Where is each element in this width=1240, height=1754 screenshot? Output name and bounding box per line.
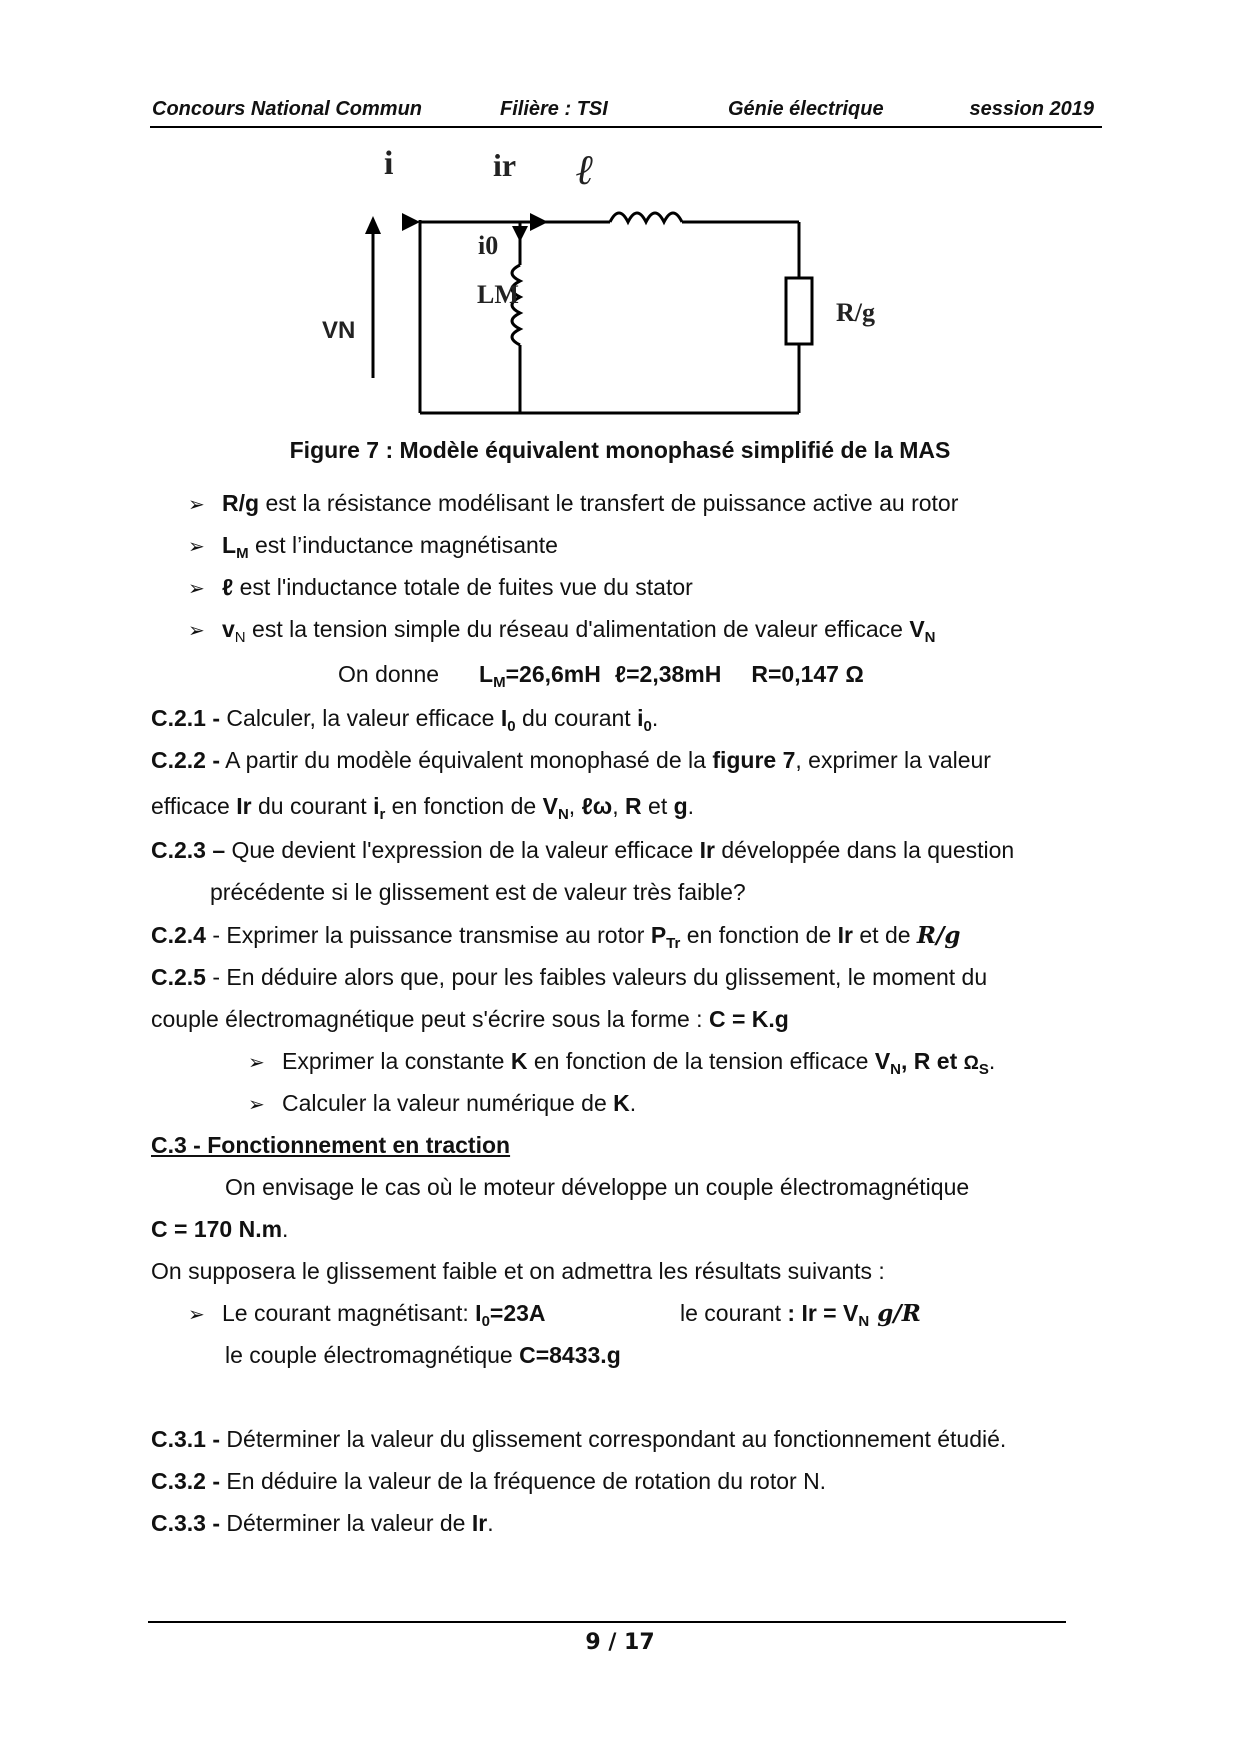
resistor-rg <box>786 278 812 344</box>
result-1-current: le courant : $Ir = V_N$ g/R <box>680 1300 921 1330</box>
ir-arrow-head <box>530 213 548 231</box>
arrow-bullet-icon: ➢ <box>188 494 205 516</box>
result-2: le couple électromagnétique C=8433.g <box>225 1342 621 1368</box>
question-c223-line2: précédente si le glissement est de valeur très faible? <box>210 879 746 905</box>
question-c332: C.3.2 - En déduire la valeur de la fréquence de rotation du rotor N. <box>151 1468 827 1494</box>
i0-arrow-head <box>512 226 528 242</box>
section-p3: On supposera le glissement faible et on admettra les résultats suivants : <box>151 1258 885 1284</box>
section-p1: On envisage le cas où le moteur développe un couple électromagnétique <box>225 1174 970 1200</box>
result-1: ➢ Le courant magnétisant: $I_0=23A$ <box>188 1300 546 1330</box>
arrow-bullet-icon: ➢ <box>188 1304 205 1326</box>
label-i: i <box>384 145 394 182</box>
page-number: 9 / 17 <box>585 1630 655 1655</box>
given-values: On donne $L_M=26,6mH$ ℓ=2,38mH R=0,147 Ω <box>338 661 864 691</box>
label-rg: R/g <box>836 298 875 327</box>
inductor-l <box>610 213 682 222</box>
question-c225-sub1: ➢ Exprimer la constante K en fonction de la tension efficace $V_N$, R et $\Omega_S$. <box>248 1048 996 1078</box>
circuit-diagram <box>322 145 920 430</box>
label-l: ℓ <box>576 148 594 194</box>
arrow-bullet-icon: ➢ <box>248 1094 265 1116</box>
header-contest: Concours National Commun <box>152 98 423 120</box>
question-c333: C.3.3 - Déterminer la valeur de Ir. <box>151 1510 494 1536</box>
question-c221: C.2.1 - Calculer, la valeur efficace $I_0$ du courant $i_0$. <box>151 705 659 735</box>
question-c222-line2: efficace Ir du courant $i_r$ en fonction de $V_N$, ℓω, R et g. <box>151 793 695 823</box>
question-c225-line2: couple électromagnétique peut s'écrire sous la forme : C = K.g <box>151 1006 789 1032</box>
header-session: session 2019 <box>969 98 1094 120</box>
arrow-bullet-icon: ➢ <box>188 620 205 642</box>
section-title-c3: C.3 - Fonctionnement en traction <box>151 1132 511 1158</box>
question-c222: C.2.2 - A partir du modèle équivalent monophasé de la figure 7, exprimer la valeur <box>151 747 991 773</box>
label-vn: VN <box>322 317 356 344</box>
bullet-lm: ➢ $L_M$ est l’inductance magnétisante <box>188 532 558 562</box>
arrow-bullet-icon: ➢ <box>248 1052 265 1074</box>
arrow-bullet-icon: ➢ <box>188 536 205 558</box>
arrow-bullet-icon: ➢ <box>188 578 205 600</box>
section-p2: C = 170 N.m. <box>151 1216 289 1242</box>
vn-arrow-head <box>365 216 381 234</box>
bullet-rg: ➢ R/g est la résistance modélisant le transfert de puissance active au rotor <box>188 489 958 519</box>
page-header <box>150 96 1102 128</box>
bullet-l: ➢ ℓ est l'inductance totale de fuites vue du stator <box>188 573 693 603</box>
header-subject: Génie électrique <box>728 98 884 120</box>
i-arrow-head <box>402 213 420 231</box>
footer-rule <box>148 1621 1066 1623</box>
figure-caption: Figure 7 : Modèle équivalent monophasé simplifié de la MAS <box>289 437 951 463</box>
label-lm: LM <box>477 280 519 309</box>
question-c331: C.3.1 - Déterminer la valeur du glissement correspondant au fonctionnement étudié. <box>151 1426 1007 1452</box>
question-c225: C.2.5 - En déduire alors que, pour les faibles valeurs du glissement, le moment du <box>151 964 988 990</box>
label-i0: i0 <box>478 231 499 260</box>
bullet-vn: ➢ $v_N$ est la tension simple du réseau d'alimentation de valeur efficace $V_N$ <box>188 616 936 646</box>
header-filiere: Filière : TSI <box>500 98 608 120</box>
question-c223: C.2.3 – Que devient l'expression de la valeur efficace Ir développée dans la question <box>151 837 1015 863</box>
question-c224: C.2.4 - Exprimer la puissance transmise au rotor $P_{Tr}$ en fonction de Ir et de R/g <box>151 922 961 952</box>
label-ir: ir <box>493 147 517 183</box>
question-c225-sub2: ➢ Calculer la valeur numérique de K. <box>248 1089 636 1119</box>
